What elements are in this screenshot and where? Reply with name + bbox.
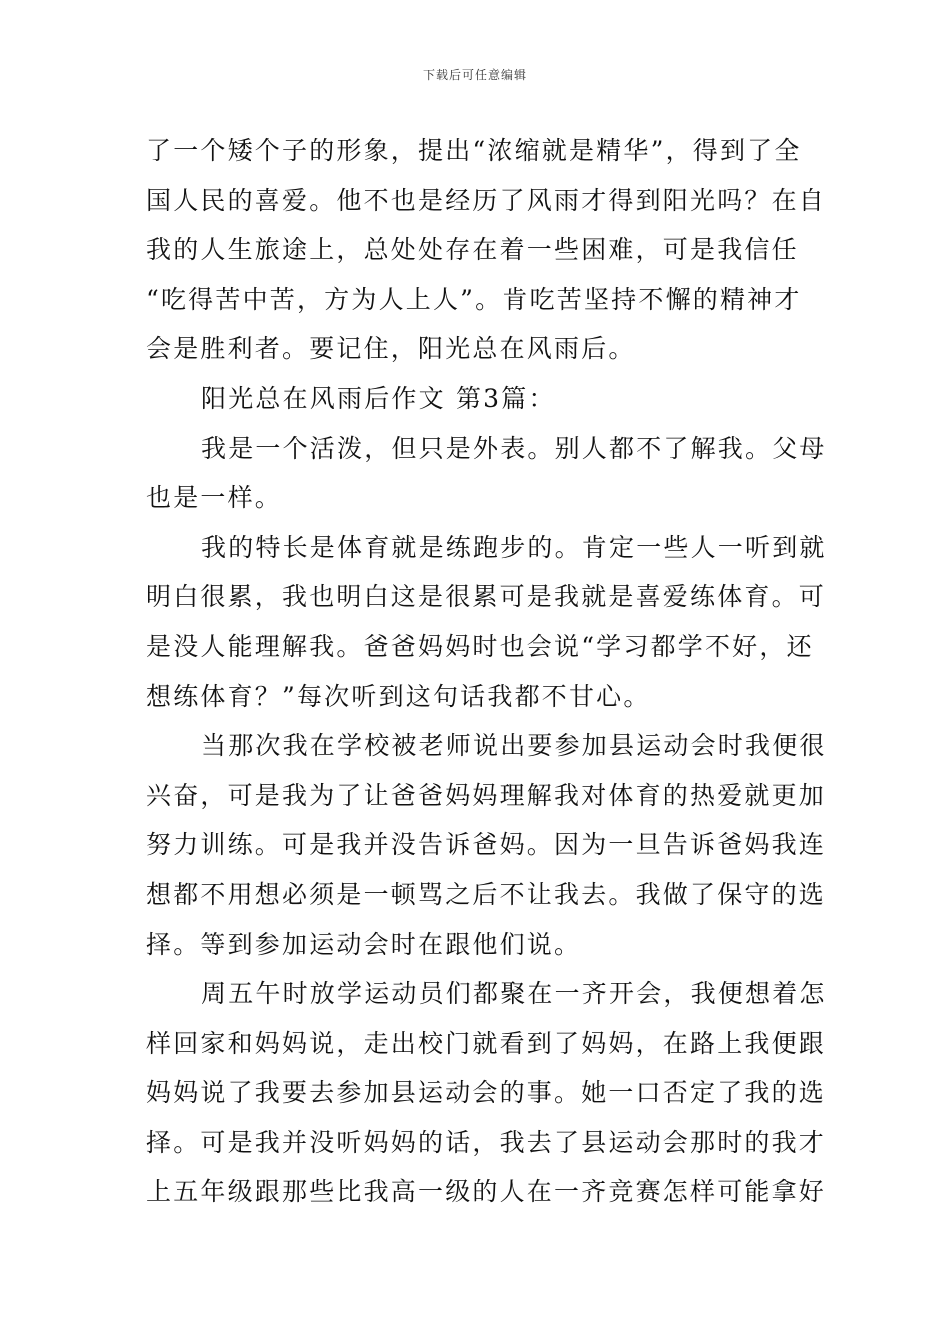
text-line: 上五年级跟那些比我高一级的人在一齐竞赛怎样可能拿好 bbox=[146, 1177, 827, 1207]
text-line: 当那次我在学校被老师说出要参加县运动会时我便很 bbox=[201, 731, 827, 761]
text-line: 择。等到参加运动会时在跟他们说。 bbox=[146, 929, 582, 959]
text-line: 想都不用想必须是一顿骂之后不让我去。我做了保守的选 bbox=[146, 879, 827, 909]
text-line: 想练体育？”每次听到这句话我都不甘心。 bbox=[146, 681, 651, 711]
text-line: 也是一样。 bbox=[146, 483, 283, 513]
text-line: 了一个矮个子的形象，提出“浓缩就是精华”，得到了全 bbox=[146, 136, 802, 165]
text-line: “吃得苦中苦，方为人上人”。肯吃苦坚持不懈的精神才 bbox=[146, 284, 802, 314]
text-line: 明白很累，我也明白这是很累可是我就是喜爱练体育。可 bbox=[146, 582, 827, 612]
body-text bbox=[146, 126, 827, 1217]
text-line: 兴奋，可是我为了让爸爸妈妈理解我对体育的热爱就更加 bbox=[146, 780, 827, 810]
text-line: 妈妈说了我要去参加县运动会的事。她一口否定了我的选 bbox=[146, 1078, 827, 1108]
page-header-note: 下载后可任意编辑 bbox=[422, 68, 527, 82]
section-heading: 阳光总在风雨后作文 第3篇： bbox=[201, 383, 556, 413]
text-line: 我是一个活泼，但只是外表。别人都不了解我。父母 bbox=[201, 433, 827, 463]
text-line: 国人民的喜爱。他不也是经历了风雨才得到阳光吗？在自 bbox=[146, 185, 827, 215]
text-line: 择。可是我并没听妈妈的话，我去了县运动会那时的我才 bbox=[146, 1127, 827, 1157]
text-line: 我的人生旅途上，总处处存在着一些困难，可是我信任 bbox=[146, 235, 799, 265]
text-line: 是没人能理解我。爸爸妈妈时也会说“学习都学不好，还 bbox=[146, 631, 814, 661]
text-line: 我的特长是体育就是练跑步的。肯定一些人一听到就 bbox=[201, 532, 827, 562]
text-line: 会是胜利者。要记住，阳光总在风雨后。 bbox=[146, 334, 636, 364]
text-line: 样回家和妈妈说，走出校门就看到了妈妈，在路上我便跟 bbox=[146, 1028, 827, 1058]
text-line: 周五午时放学运动员们都聚在一齐开会，我便想着怎 bbox=[201, 979, 827, 1009]
text-line: 努力训练。可是我并没告诉爸妈。因为一旦告诉爸妈我连 bbox=[146, 830, 827, 860]
